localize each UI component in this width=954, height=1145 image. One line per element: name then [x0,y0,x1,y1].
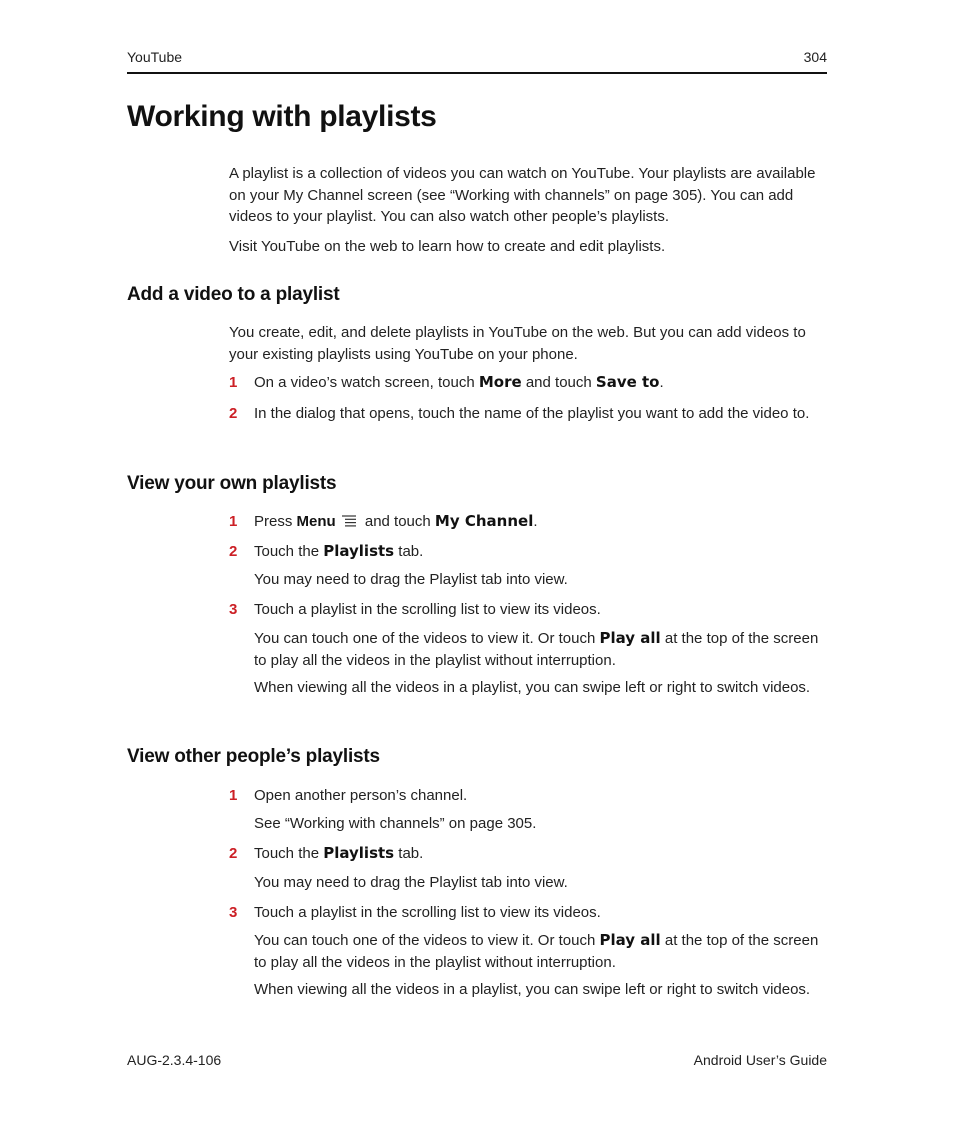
step-text: and touch [360,513,435,530]
step-number: 3 [229,601,238,618]
step-text: On a video’s watch screen, touch [254,374,479,391]
step-text: Touch a playlist in the scrolling list to view its videos. [254,601,601,618]
step-text: In the dialog that opens, touch the name of the playlist you want to add the video to. [254,405,810,422]
header-rule [127,72,827,74]
step-text: Touch a playlist in the scrolling list to view its videos. [254,904,601,921]
step-text: and touch [521,374,596,391]
step-number: 2 [229,845,238,862]
section-heading-other-playlists: View other people’s playlists [127,746,380,767]
step-text: . [659,374,664,391]
note-text: at the top of the screen to play all the videos in the playlist without interruption. [254,932,819,971]
header-section-label: YouTube [127,49,183,65]
step-text: Open another person’s channel. [254,787,468,804]
other-step-3-note-1 [254,930,829,973]
other-step-1-note: See “Working with channels” on page 305. [254,815,537,832]
step-number: 1 [229,374,238,391]
ui-label-save-to: Save to [595,373,660,391]
ui-label-more: More [478,373,522,391]
step-number: 2 [229,543,238,560]
section-heading-own-playlists: View your own playlists [127,473,337,494]
step-text: Touch the [254,543,324,560]
step-text: Touch the [254,845,324,862]
page-title: Working with playlists [127,100,437,133]
note-text: You can touch one of the videos to view it. Or touch [254,630,600,647]
own-step-3-note-2: When viewing all the videos in a playlist, you can swipe left or right to switch videos. [254,679,811,696]
step-number: 1 [229,513,238,530]
section-heading-add-video: Add a video to a playlist [127,284,340,305]
own-step-2-note: You may need to drag the Playlist tab into view. [254,571,568,588]
other-step-3-note-2: When viewing all the videos in a playlist, you can swipe left or right to switch videos. [254,981,811,998]
step-text: tab. [394,845,424,862]
step-number: 1 [229,787,238,804]
key-label-menu: Menu [296,513,336,530]
footer-doc-id: AUG-2.3.4-106 [127,1052,222,1068]
intro-paragraph-2: Visit YouTube on the web to learn how to create and edit playlists. [229,238,666,255]
note-text: You can touch one of the videos to view it. Or touch [254,932,600,949]
page-number: 304 [803,49,827,65]
ui-label-play-all: Play all [599,931,661,949]
ui-label-my-channel: My Channel [434,512,534,530]
menu-icon [340,514,358,528]
intro-paragraph-1: A playlist is a collection of videos you can watch on YouTube. Your playlists are available on your My Channel screen (see “Working with channels” on page 305). You can add videos to your playlist. You can also watch other people’s playlists. [229,165,816,225]
step-text: . [533,513,538,530]
step-text: Press [254,513,297,530]
footer-guide-name: Android User’s Guide [693,1052,827,1068]
own-step-3-note-1 [254,628,829,671]
ui-label-playlists: Playlists [323,542,395,560]
step-text: tab. [394,543,424,560]
ui-label-playlists: Playlists [323,844,395,862]
step-number: 2 [229,405,238,422]
other-step-2-note: You may need to drag the Playlist tab into view. [254,874,568,891]
step-number: 3 [229,904,238,921]
add-video-intro: You create, edit, and delete playlists in YouTube on the web. But you can add videos to your existing playlists using YouTube on your phone. [229,324,806,363]
ui-label-play-all: Play all [599,629,661,647]
note-text: at the top of the screen to play all the videos in the playlist without interruption. [254,630,819,669]
